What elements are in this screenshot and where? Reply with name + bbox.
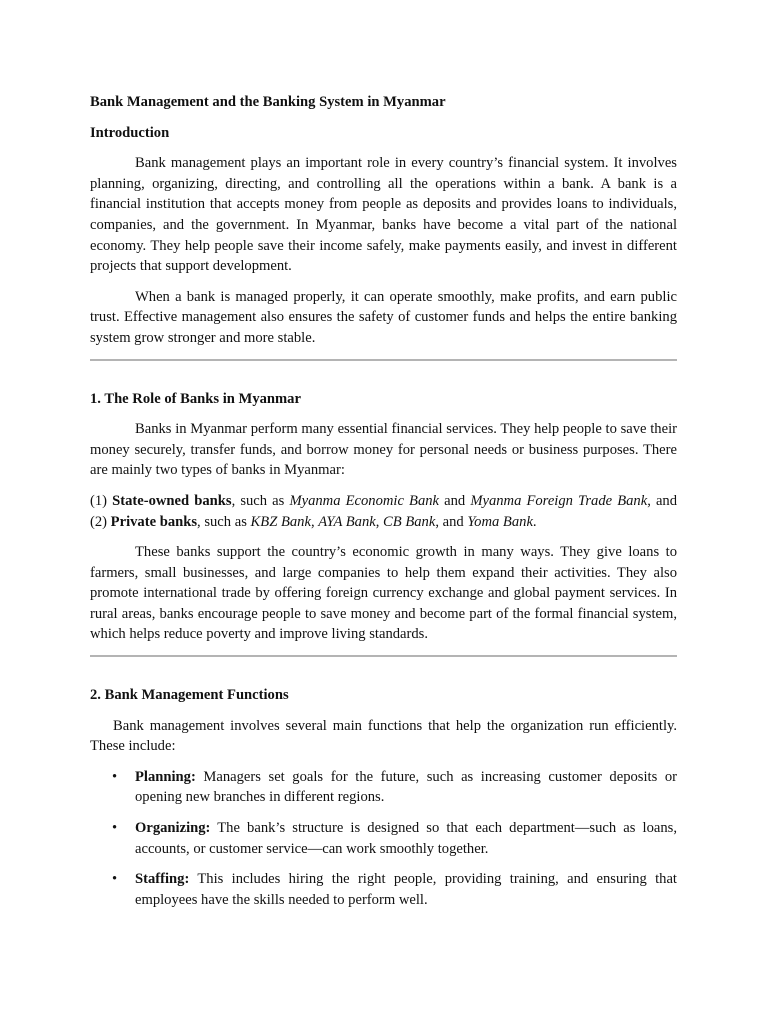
bank-type-private: (2) Private banks, such as KBZ Bank, AYA Bank, CB Bank, and Yoma Bank. bbox=[90, 513, 537, 530]
section-1-paragraph-2: These banks support the country’s economic growth in many ways. They give loans to farmers, small businesses, and large companies to help them expand their activities. They also promote international trade by offering foreign currency exchange and global payment services. In rural areas, banks encourage people to save money and become part of the formal financial system, which helps reduce poverty and improve living standards. bbox=[90, 544, 677, 643]
bank-name: KBZ Bank bbox=[250, 513, 311, 530]
management-functions-list bbox=[90, 767, 677, 911]
function-label: Planning: bbox=[135, 768, 196, 785]
function-label: Staffing: bbox=[135, 871, 190, 888]
section-1-paragraph-1: Banks in Myanmar perform many essential financial services. They help people to save their money securely, transfer funds, and borrow money for personal needs or business purposes. There are mainly two types of banks in Myanmar: bbox=[90, 421, 677, 479]
section-1-heading: 1. The Role of Banks in Myanmar bbox=[90, 390, 301, 407]
function-label: Organizing: bbox=[135, 820, 211, 837]
list-item bbox=[90, 818, 677, 859]
section-divider bbox=[90, 655, 677, 657]
bank-type-label: Private banks bbox=[110, 513, 198, 530]
bank-name: CB Bank bbox=[383, 513, 436, 530]
bank-name: AYA Bank bbox=[318, 513, 376, 530]
bank-name: Yoma Bank bbox=[467, 513, 533, 530]
bank-types-list bbox=[90, 491, 677, 532]
document-page bbox=[90, 92, 677, 920]
bullet-icon: • bbox=[112, 871, 118, 888]
section-2-paragraph-1: Bank management involves several main functions that help the organization run efficiently. These include: bbox=[90, 717, 677, 755]
bullet-icon: • bbox=[112, 768, 118, 785]
bank-type-label: State-owned banks bbox=[112, 492, 232, 509]
bullet-icon: • bbox=[112, 820, 118, 837]
bank-type-state-owned: (1) State-owned banks, such as Myanma Economic Bank and Myanma Foreign Trade Bank, and bbox=[90, 492, 678, 509]
section-2-heading: 2. Bank Management Functions bbox=[90, 687, 289, 704]
function-text: The bank’s structure is designed so that each department—such as loans, accounts, or customer service—can work smoothly together. bbox=[135, 820, 677, 857]
list-item bbox=[90, 869, 677, 910]
document-title: Bank Management and the Banking System in Myanmar bbox=[90, 94, 446, 110]
function-text: Managers set goals for the future, such as increasing customer deposits or opening new branches in different regions. bbox=[135, 768, 677, 806]
introduction-paragraph-1: Bank management plays an important role in every country’s financial system. It involves planning, organizing, directing, and controlling all the operations within a bank. A bank is a financial institution that accepts money from people as deposits and provides loans to individuals, companies, and the government. In Myanmar, banks have become a vital part of the national economy. They help people save their income safely, make payments easily, and invest in different projects that support development. bbox=[90, 155, 677, 275]
function-text: This includes hiring the right people, providing training, and ensuring that employees have the skills needed to perform well. bbox=[135, 871, 677, 908]
bank-name: Myanma Foreign Trade Bank bbox=[470, 492, 648, 509]
section-divider bbox=[90, 359, 677, 361]
introduction-paragraph-2: When a bank is managed properly, it can operate smoothly, make profits, and earn public trust. Effective management also ensures the safety of customer funds and helps the entire banking system grow stronger and more stable. bbox=[90, 288, 677, 346]
introduction-heading: Introduction bbox=[90, 124, 170, 141]
bank-name: Myanma Economic Bank bbox=[289, 492, 440, 509]
list-item bbox=[90, 767, 677, 808]
